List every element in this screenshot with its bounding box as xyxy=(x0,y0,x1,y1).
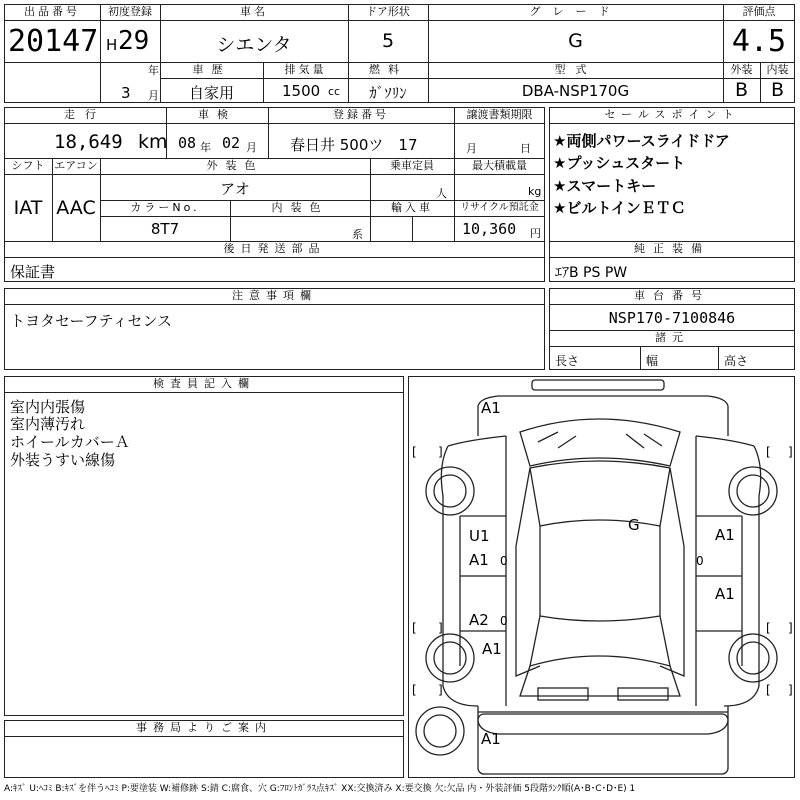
notes-text: トヨタセーフティセンス xyxy=(10,312,173,330)
load-label: 最大積載量 xyxy=(472,159,527,172)
int-label: 内装 xyxy=(766,63,789,76)
svg-text:]: ] xyxy=(438,683,443,697)
grade-value: G xyxy=(568,30,583,52)
sales-points-label: セールスポイント xyxy=(604,108,740,121)
year-unit: 年 xyxy=(148,64,159,77)
era: H xyxy=(106,36,118,54)
model-value: DBA-NSP170G xyxy=(521,82,630,100)
svg-text:[: [ xyxy=(766,621,771,635)
mark-lr2: A1 xyxy=(482,640,502,658)
mileage-value: 18,649 xyxy=(54,131,123,153)
legend: A:ｷｽﾞ U:ﾍｺﾐ B:ｷｽﾞを伴うﾍｺﾐ P:要塗装 W:補修跡 S:錆 C:腐食、穴 G:ﾌﾛﾝﾄｶﾞﾗｽ点ｷｽﾞ XX:交換済み X:要交換 欠:欠品 内・外装評価 5段階ﾗﾝｸ順(A･B･C･D･E) 1 xyxy=(4,784,636,794)
reg-month: 3 xyxy=(121,84,131,102)
svg-text:[: [ xyxy=(766,445,771,459)
mark-zero-1: 0 xyxy=(500,554,508,568)
history-label: 車歴 xyxy=(192,63,231,76)
svg-text:]: ] xyxy=(788,683,793,697)
insp-month: 02 xyxy=(222,134,241,152)
yen-unit: 円 xyxy=(530,227,541,240)
transfer-day: 日 xyxy=(520,142,531,155)
first-reg-label: 初度登録 xyxy=(108,5,152,18)
ext-color-value: アオ xyxy=(220,180,250,198)
ext-grade: B xyxy=(734,79,749,101)
svg-text:]: ] xyxy=(438,445,443,459)
km-unit: km xyxy=(138,131,168,153)
later-parts-value: 保証書 xyxy=(10,263,56,281)
inspector-line-4: 外装うすい線傷 xyxy=(10,451,116,469)
sales-point-4: ★ビルトインＥＴＣ xyxy=(553,199,686,217)
mark-lr1: A2 xyxy=(469,611,489,629)
insp-year-unit: 年 xyxy=(200,141,211,154)
displacement-value: 1500 xyxy=(282,82,321,100)
svg-text:[: [ xyxy=(412,683,417,697)
color-no-label: カラーNo. xyxy=(130,201,200,214)
svg-text:]: ] xyxy=(438,621,443,635)
later-parts-label: 後日発送部品 xyxy=(223,242,326,255)
score-value: 4.5 xyxy=(731,24,787,59)
color-no-value: 8T7 xyxy=(150,220,180,238)
recycle-label: リサイクル預託金 xyxy=(460,202,539,213)
lot-number: 20147 xyxy=(8,24,99,59)
chassis-label: 車台番号 xyxy=(634,289,710,302)
capacity-unit: 人 xyxy=(436,187,447,200)
fuel-label: 燃料 xyxy=(369,63,407,76)
displacement-label: 排気量 xyxy=(284,63,327,76)
insp-month-unit: 月 xyxy=(246,141,257,154)
score-label: 評価点 xyxy=(742,5,776,18)
svg-text:]: ] xyxy=(788,445,793,459)
mileage-label: 走行 xyxy=(64,108,106,121)
door-value: 5 xyxy=(381,30,395,52)
shift-value: IAT xyxy=(13,197,43,219)
transfer-label: 譲渡書類期限 xyxy=(466,108,533,121)
capacity-label: 乗車定員 xyxy=(390,159,434,172)
ac-value: AAC xyxy=(56,197,96,219)
inspector-line-2: 室内薄汚れ xyxy=(10,415,86,433)
mark-zero-3: 0 xyxy=(696,554,704,568)
office-label: 事務局よりご案内 xyxy=(136,721,272,734)
mark-lf1: U1 xyxy=(469,527,490,545)
int-grade: B xyxy=(770,79,785,101)
shift-label: シフト xyxy=(11,159,45,172)
reg-no-value: 春日井 500ツ 17 xyxy=(290,136,418,154)
inspector-line-1: 室内内張傷 xyxy=(10,398,86,416)
dim-length: 長さ xyxy=(555,354,580,368)
int-color-label: 内装色 xyxy=(271,201,329,214)
ext-color-label: 外装色 xyxy=(206,159,264,172)
inspector-line-3: ホイールカバーＡ xyxy=(10,433,130,451)
mark-rf: A1 xyxy=(715,526,735,544)
lot-label: 出品番号 xyxy=(24,5,80,18)
inspection-label: 車検 xyxy=(198,108,236,121)
int-color-unit: 系 xyxy=(352,228,363,241)
dims-label: 諸元 xyxy=(655,331,689,344)
cc-unit: cc xyxy=(328,85,341,98)
reg-no-label: 登録番号 xyxy=(333,108,389,121)
sales-point-1: ★両側パワースライドドア xyxy=(553,132,730,150)
ext-label: 外装 xyxy=(730,63,753,76)
door-label: ドア形状 xyxy=(366,5,410,18)
recycle-value: 10,360 xyxy=(462,220,517,238)
equip-label: 純正装備 xyxy=(634,242,710,255)
notes-label: 注意事項欄 xyxy=(232,289,317,302)
inspector-label: 検査員記入欄 xyxy=(153,377,255,390)
mark-rr: A1 xyxy=(715,585,735,603)
grade-label: グレード xyxy=(529,5,622,18)
transfer-month: 月 xyxy=(466,142,477,155)
sales-point-3: ★スマートキー xyxy=(553,177,657,195)
load-unit: kg xyxy=(528,185,542,198)
history-value: 自家用 xyxy=(188,84,234,102)
dim-width: 幅 xyxy=(646,354,659,368)
equip-value: ｴｱB PS PW xyxy=(555,265,628,281)
ac-label: エアコン xyxy=(54,159,98,172)
mark-zero-2: 0 xyxy=(500,614,508,628)
mark-g: G xyxy=(628,516,640,534)
svg-text:]: ] xyxy=(788,621,793,635)
insp-year: 08 xyxy=(178,134,197,152)
reg-year: 29 xyxy=(118,26,150,56)
model-label: 型式 xyxy=(554,63,597,76)
sales-point-2: ★プッシュスタート xyxy=(553,154,686,172)
svg-text:[: [ xyxy=(412,621,417,635)
mark-front: A1 xyxy=(481,399,501,417)
month-unit: 月 xyxy=(148,89,159,102)
svg-text:[: [ xyxy=(766,683,771,697)
chassis-value: NSP170-7100846 xyxy=(608,309,736,327)
dim-height: 高さ xyxy=(724,354,749,368)
car-name-label: 車名 xyxy=(240,5,268,18)
mark-rear: A1 xyxy=(481,730,501,748)
car-diagram xyxy=(408,376,795,778)
fuel-value: ｶﾞｿﾘﾝ xyxy=(369,84,407,102)
import-label: 輸入車 xyxy=(391,201,433,214)
mark-lf2: A1 xyxy=(469,551,489,569)
svg-text:[: [ xyxy=(412,445,417,459)
car-name: シエンタ xyxy=(216,34,292,56)
